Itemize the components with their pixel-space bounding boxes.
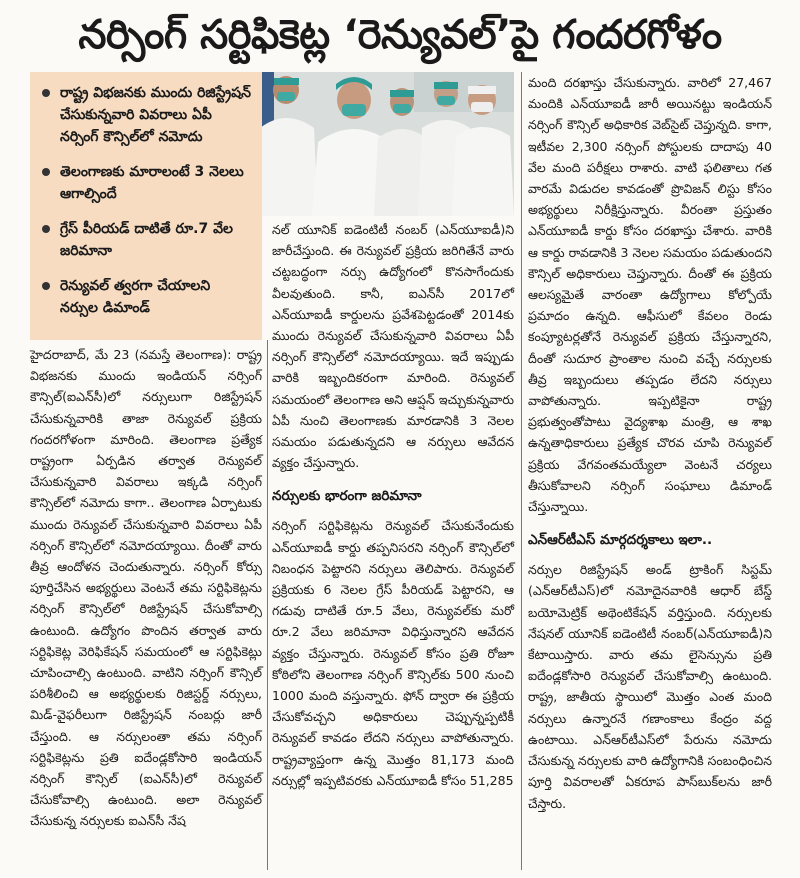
column-divider	[267, 340, 268, 870]
highlight-item: రెన్యువల్ త్వరగా చేయాలని నర్సుల డిమాండ్	[40, 275, 252, 319]
highlight-item: గ్రేస్ పీరియడ్ దాటితే రూ.7 వేల జరిమానా	[40, 218, 252, 262]
body-paragraph: నల్ యూనిక్ ఐడెంటిటీ నంబర్ (ఎన్‌యూఐడీ)ని జారీచేస్తుంది. ఈ రెన్యువల్ ప్రక్రియ జరిగితేనే వారు చట్టబద్ధంగా నర్సు ఉద్యోగంలో కొనసాగేందుకు వీలవుతుంది. కానీ, ఐఎన్‌సీ 2017లో ఎన్‌యూఐడీ కార్డులను ప్రవేశపెట్టడంతో 2014కు ముందు రెన్యువల్ చేసుకున్నవారి వివరాలు ఏపీ నర్సింగ్ కౌన్సిల్‌లో నమోదయ్యాయి. ఇదే ఇప్పుడు వారికి ఇబ్బందికరంగా మారింది. రెన్యువల్ సమయంలో తెలంగాణ అని ఆప్షన్ ఇచ్చుకున్నవారు ఏపీ నుంచి తెలంగాణకు మారడానికి 3 నెలల సమయం పడుతున్నదని ఆ నర్సులు ఆవేదన వ్యక్తం చేస్తున్నారు.	[272, 222, 514, 471]
highlight-item: తెలంగాణకు మారాలంటే 3 నెలలు ఆగాల్సిందే	[40, 161, 252, 205]
body-paragraph: మంది దరఖాస్తు చేసుకున్నారు. వారిలో 27,467 మందికి ఎన్‌యూఐడీ జారీ అయినట్టు ఇండియన్ నర్సింగ్ కౌన్సిల్ అధికారిక వెబ్‌సైట్ చెప్తున్నది. కాగా, ఇటీవల 2,300 నర్సింగ్ పోస్టులకు దాదాపు 40 వేల మంది పరీక్షలు రాశారు. వాటి ఫలితాలు గత వారమే విడుదల కావడంతో ప్రొవిజన్ లిస్టు కోసం అభ్యర్థులు నిరీక్షిస్తున్నారు. వీరంతా ప్రస్తుతం ఎన్‌యూఐడీ కార్డు కోసం దరఖాస్తు చేశారు. వారికి ఆ కార్డు రావడానికి 3 నెలల సమయం పడుతుందని కౌన్సిల్ అధికారులు చెప్తున్నారు. దీంతో ఈ ప్రక్రియ ఆలస్యమైతే వారంతా ఉద్యోగాలు కోల్పోయే ప్రమాదం ఉన్నది. ఆఫీసులో కేవలం రెండు కంప్యూటర్లతోనే రెన్యువల్ ప్రక్రియ చేస్తున్నారని, దీంతో సుదూర ప్రాంతాల నుంచి వచ్చే నర్సులకు తీవ్ర ఇబ్బందులు తప్పడం లేదని నర్సులు వాపోతున్నారు. ఇప్పటికైనా రాష్ట్ర ప్రభుత్వంతోపాటు వైద్యశాఖ మంత్రి, ఆ శాఖ ఉన్నతాధికారులు ప్రత్యేక చొరవ చూపి రెన్యువల్ ప్రక్రియ వేగవంతమయ్యేలా వెంటనే చర్యలు తీసుకోవాలని నర్సింగ్ సంఘాలు డిమాండ్ చేస్తున్నాయి.	[528, 75, 772, 515]
body-paragraph: నర్సింగ్ సర్టిఫికెట్లను రెన్యువల్ చేసుకునేందుకు ఎన్‌యూఐడీ కార్డు తప్పనిసరని నర్సింగ్ కౌన్సిల్‌లో నిబంధన పెట్టారని నర్సులు తెలిపారు. రెన్యువల్ ప్రక్రియకు 6 నెలల గ్రేస్ పీరియడ్ పెట్టారని, ఆ గడువు దాటితే రూ.5 వేలు, రెన్యువల్‌కు మరో రూ.2 వేలు జరిమానా విధిస్తున్నారని ఆవేదన వ్యక్తం చేస్తున్నారు. రెన్యువల్ కోసం ప్రతి రోజూ కోఠిలోని తెలంగాణ నర్సింగ్ కౌన్సిల్‌కు 500 నుంచి 1000 మంది వస్తున్నారు. ఫోన్ ద్వారా ఈ ప్రక్రియ చేసుకోవచ్చని అధికారులు చెప్పున్నప్పటికీ రెన్యువల్ కావడం లేదని నర్సులు వాపోతున్నారు. రాష్ట్రవ్యాప్తంగా ఉన్న మొత్తం 81,173 మంది నర్సుల్లో ఇప్పటివరకు ఎన్‌యూఐడీ కోసం 51,285	[272, 518, 514, 788]
bullet-icon	[42, 225, 50, 233]
body-paragraph: నర్సుల రిజిస్ట్రేషన్ అండ్ ట్రాకింగ్ సిస్టమ్ (ఎన్‌ఆర్‌టీఎస్)లో నమోదైనవారికి ఆధార్ బేస్డ్ బయోమెట్రిక్ అథెంటికేషన్ వర్తిస్తుంది. నర్సులకు నేషనల్ యూనిక్ ఐడెంటిటీ నంబర్(ఎన్‌యూఐడీ)ని కేటాయిస్తారు. వారు తమ లైసెన్సును ప్రతి ఐదేండ్లకోసారి రెన్యువల్ చేసుకోవాల్సి ఉంటుంది. రాష్ట్ర, జాతీయ స్థాయిలో మొత్తం ఎంత మంది నర్సులు ఉన్నారనే గణాంకాలు కేంద్రం వద్ద ఉంటాయి. ఎన్‌ఆర్‌టీఎస్‌లో పేరును నమోదు చేసుకున్న నర్సులకు వారి ఉద్యోగానికి సంబంధించిన పూర్తి వివరాలతో ఏకరూప పాస్‌బుక్‌లను జారీ చేస్తారు.	[528, 562, 772, 811]
column-divider	[521, 72, 522, 870]
headline: నర్సింగ్ సర్టిఫికెట్ల ‘రెన్యువల్’పై గందరగోళం	[78, 12, 722, 58]
bullet-icon	[42, 168, 50, 176]
bullet-icon	[42, 282, 50, 290]
article-column-1	[30, 344, 262, 832]
article-column-2	[272, 219, 514, 791]
highlights-box	[30, 72, 262, 340]
highlight-item: రాష్ట్ర విభజనకు ముందు రిజిస్ట్రేషన్ చేసుకున్నవారి వివరాలు ఏపీ నర్సింగ్ కౌన్సిల్‌లో నమోదు	[40, 82, 252, 148]
subheading: ఎన్‌ఆర్‌టీఎస్ మార్గదర్శకాలు ఇలా..	[528, 532, 713, 549]
body-paragraph: హైదరాబాద్, మే 23 (నమస్తే తెలంగాణ): రాష్ట్ర విభజనకు ముందు ఇండియన్ నర్సింగ్ కౌన్సిల్(ఐఎన్‌సీ)లో నర్సులుగా రిజిస్ట్రేషన్ చేసుకున్నవారికి తాజా రెన్యువల్ ప్రక్రియ గందరగోళంగా మారింది. తెలంగాణ ప్రత్యేక రాష్ట్రంగా ఏర్పడిన తర్వాత రెన్యువల్ చేసుకున్నవారి వివరాలు ఇక్కడి నర్సింగ్ కౌన్సిల్‌లో నమోదు కాగా.. తెలంగాణ ఏర్పాటుకు ముందు రెన్యువల్ చేసుకున్నవారి వివరాలు ఏపీ నర్సింగ్ కౌన్సిల్‌లో నమోదయ్యాయి. దీంతో వారు తీవ్ర ఆందోళన చెందుతున్నారు. నర్సింగ్ కోర్సు పూర్తిచేసిన అభ్యర్థులు వెంటనే తమ సర్టిఫికెట్లను నర్సింగ్ కౌన్సిల్‌లో రిజిస్ట్రేషన్ చేసుకోవాల్సి ఉంటుంది. ఉద్యోగం పొందిన తర్వాత వారు సర్టిఫికెట్ల వెరిఫికేషన్ సమయంలో ఆ సర్టిఫికెట్లు చూపించాల్సి ఉంటుంది. వాటిని నర్సింగ్ కౌన్సిల్ పరిశీలించి ఆ అభ్యర్థులకు రిజిస్టర్డ్ నర్సులు, మిడ్-వైఫరీలుగా రిజిస్ట్రేషన్ నంబర్లు జారీ చేస్తుంది. ఆ నర్సులంతా తమ నర్సింగ్ సర్టిఫికెట్లను ప్రతి ఐదేండ్లకోసారి ఇండియన్ నర్సింగ్ కౌన్సిల్ (ఐఎన్‌సీ)లో రెన్యువల్ చేసుకోవాల్సి ఉంటుంది. అలా రెన్యువల్ చేసుకున్న నర్సులకు ఐఎన్‌సీ నేష	[30, 347, 262, 829]
bullet-icon	[42, 89, 50, 97]
article-column-3	[528, 72, 772, 814]
subheading: నర్సులకు భారంగా జరిమానా	[272, 488, 422, 505]
